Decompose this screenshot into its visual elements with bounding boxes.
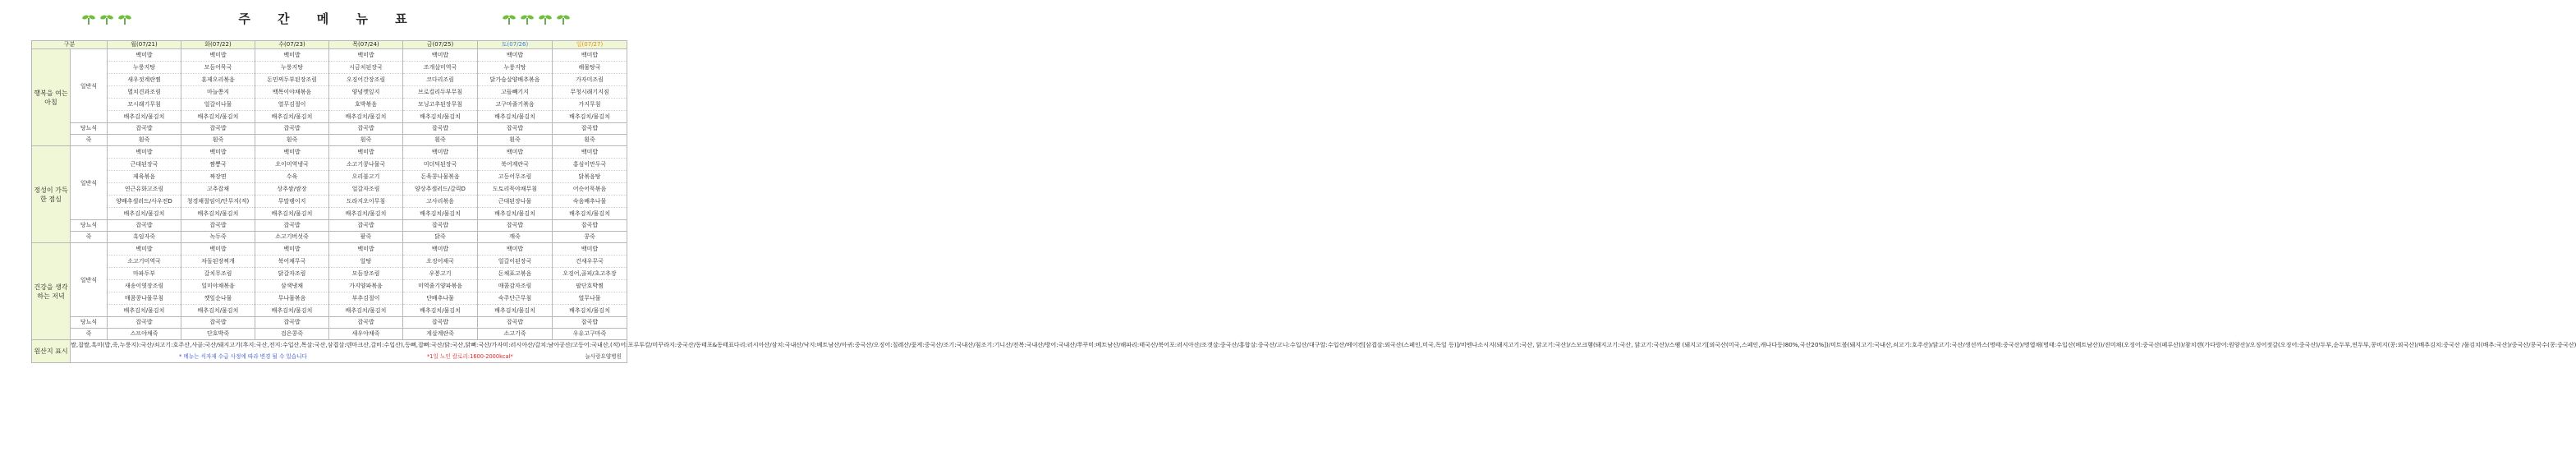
menu-cell: 흰죽 xyxy=(108,135,181,146)
header-day-thu: 목(07/24) xyxy=(329,41,403,49)
sprout-icon xyxy=(539,13,552,25)
menu-cell: 백미밥 미더덕된장국 돈육콩나물볶음 양상추샐러드/갈릭D 고사리볶음 배추김치/물김치 xyxy=(403,146,478,220)
menu-cell: 잡곡밥 xyxy=(108,317,181,329)
menu-cell: 백미밥 북어채무국 닭갈자조림 삼색냉채 무나물볶음 배추김치/물김치 xyxy=(255,243,329,317)
menu-cell: 깨죽 xyxy=(478,232,553,243)
menu-cell: 잡곡밥 xyxy=(181,220,255,232)
breakfast-general-row xyxy=(32,49,627,123)
menu-cell: 백미밥 누룽지탕 새우젓계란찜 멸치견과조림 꼬시래기무침 배추김치/물김치 xyxy=(108,49,181,123)
row-label-diabetic: 당뇨식 xyxy=(71,220,108,232)
dinner-general-row xyxy=(32,243,627,317)
menu-cell: 백미밥 조개살미역국 코다리조림 브로컬리두부무침 모닝고추된장무침 배추김치/물김치 xyxy=(403,49,478,123)
menu-cell: 잡곡밥 xyxy=(478,123,553,135)
dinner-diabetic-row xyxy=(32,317,627,329)
menu-cell: 잡곡밥 xyxy=(255,317,329,329)
menu-cell: 잡곡밥 xyxy=(255,123,329,135)
sprout-icon xyxy=(557,13,570,25)
origin-text: 쌀,찹쌀,흑미(밥,죽,누룽지):국산/쇠고기:호주산,사골:국산/돼지고기(후지:국산,전지:수입산,목살:국산,삼겹살:덴마크산,갈비:수입산),등뼈,잡뼈:국산/닭:국산,닭뼈:국산/가자미:러시아산/갈치:남아공산/고등어:국내산,(적)어:포루투칼/미꾸라지:중국산/동태포&동태표다리:러시아산/삼치:국내산/낙지:베트남산/아귀:중국산/오징어:칠레산/꽃게:중국산/조기:국내산/침조기:기니산/전복:국내산/방어:국내산/쭈꾸미:베트남산/해파리:태국산/북어포:러시아산/조갯살:중국산/홍합살:중국산/고니:수입산/대구알:수입산/베이컨[삼겹살:외국산(스페인,미국,독일 등)]/비엔나소시지(돼지고기:국산, 닭고기:국산)/스모크햄(돼지고기:국산, 닭고기:국산)/스팸 (돼지고기[외국산(미국,스페인,캐나다등)80%,국산20%])/미트볼(돼지고기:국내산,쇠고기:호주산)/닭고기:국산/생선까스(명태:중국산)/명엽채(명태:수입산(베트남산))/진미채(오징어:중국산(페루산))/참치캔(가다랑어:원양산)/오징어젓갈(오징어:중국산)/두부,순두부,연두부,콩비지(콩:외국산)/배추김치:중국산 /물김치(배추:국산)/중국산/콩국수(콩:중국산) xyxy=(71,341,2576,348)
breakfast-porridge-row xyxy=(32,135,627,146)
sprout-icon xyxy=(521,13,534,25)
menu-cell: 백미밥 얼갈이된장국 돈채표고볶음 매콤감자조림 숙주단근무침 배추김치/물김치 xyxy=(478,243,553,317)
header-day-fri: 금(07/25) xyxy=(403,41,478,49)
menu-cell: 흑임자죽 xyxy=(108,232,181,243)
origin-row xyxy=(32,340,627,363)
origin-label: 원산지 표시 xyxy=(32,340,71,363)
period-label-lunch: 정성이 가득한 점심 xyxy=(32,146,71,243)
title-bar xyxy=(0,0,657,33)
menu-cell: 소고기버섯죽 xyxy=(255,232,329,243)
menu-cell: 백미밥 누룽지탕 돈민찌두부된장조림 백목이야채볶음 열무김절이 배추김치/물김치 xyxy=(255,49,329,123)
row-label-diabetic: 당뇨식 xyxy=(71,317,108,329)
row-label-general: 일반식 xyxy=(71,49,108,123)
lunch-diabetic-row xyxy=(32,220,627,232)
menu-cell: 잡곡밥 xyxy=(553,317,627,329)
sprout-icon xyxy=(503,13,516,25)
row-label-diabetic: 당뇨식 xyxy=(71,123,108,135)
row-label-general: 일반식 xyxy=(71,146,108,220)
menu-cell: 우유고구마죽 xyxy=(553,329,627,340)
menu-cell: 게살계란죽 xyxy=(403,329,478,340)
menu-cell: 검은콩죽 xyxy=(255,329,329,340)
menu-cell: 잡곡밥 xyxy=(478,220,553,232)
menu-cell: 백미밥 근대된장국 제육볶음 연근유화고조림 양배추샐러드/사우전D 배추김치/물김치 xyxy=(108,146,181,220)
menu-cell: 흰죽 xyxy=(181,135,255,146)
header-day-tue: 화(07/22) xyxy=(181,41,255,49)
menu-cell: 흰죽 xyxy=(478,135,553,146)
menu-cell: 잡곡밥 xyxy=(403,123,478,135)
menu-cell: 잡곡밥 xyxy=(108,220,181,232)
footer-notes xyxy=(71,351,627,362)
calorie-note: *1일 노인 칼로리:1600-2000kcal* xyxy=(427,352,513,360)
menu-cell: 백미밥 오징어채국 우봉고기 미역줄기양파볶음 단배추나물 배추김치/물김치 xyxy=(403,243,478,317)
header-row xyxy=(32,41,627,49)
row-label-porridge: 죽 xyxy=(71,135,108,146)
menu-table xyxy=(31,40,2576,363)
menu-cell: 새우야채죽 xyxy=(329,329,403,340)
menu-cell: 백미밥 누룽지탕 닭가슴살양배추볶음 고들빼기지 고구마줄기볶음 배추김치/물김치 xyxy=(478,49,553,123)
header-day-sat: 토(07/26) xyxy=(478,41,553,49)
menu-cell: 잡곡밥 xyxy=(403,220,478,232)
menu-cell: 녹두죽 xyxy=(181,232,255,243)
period-label-breakfast: 행복을 여는 아침 xyxy=(32,49,71,146)
menu-cell: 닭죽 xyxy=(403,232,478,243)
row-label-porridge: 죽 xyxy=(71,232,108,243)
lunch-porridge-row xyxy=(32,232,627,243)
page-title: 주 간 메 뉴 표 xyxy=(238,12,419,26)
menu-cell: 잡곡밥 xyxy=(181,123,255,135)
menu-cell: 잡곡밥 xyxy=(329,123,403,135)
menu-cell: 팥죽 xyxy=(329,232,403,243)
header-day-mon: 월(07/21) xyxy=(108,41,181,49)
origin-cell xyxy=(71,340,2576,363)
menu-cell: 잡곡밥 xyxy=(108,123,181,135)
menu-cell: 백미밥 홍심이만두국 닭볶음탕 어슷어묵볶음 숙음배추나물 배추김치/물김치 xyxy=(553,146,627,220)
menu-cell: 백미밥 오이미역냉국 수육 상추쌈/쌈장 무말랭이지 배추김치/물김치 xyxy=(255,146,329,220)
menu-cell: 백미밥 시금치된장국 오징어간장조림 양념깻잎지 호박볶음 배추김치/물김치 xyxy=(329,49,403,123)
header-gubun: 구분 xyxy=(32,41,108,49)
menu-cell: 흰죽 xyxy=(255,135,329,146)
dinner-porridge-row xyxy=(32,329,627,340)
breakfast-diabetic-row xyxy=(32,123,627,135)
period-label-dinner: 건강을 생각하는 저녁 xyxy=(32,243,71,340)
menu-cell: 잡곡밥 xyxy=(329,220,403,232)
menu-cell: 소고기죽 xyxy=(478,329,553,340)
row-label-porridge: 죽 xyxy=(71,329,108,340)
menu-cell: 단호박죽 xyxy=(181,329,255,340)
menu-cell: 스프야채죽 xyxy=(108,329,181,340)
header-day-sun: 일(07/27) xyxy=(553,41,627,49)
menu-cell: 백미밥 알탕 모듬장조림 가지양파볶음 부추김절이 배추김치/물김치 xyxy=(329,243,403,317)
menu-cell: 흰죽 xyxy=(553,135,627,146)
menu-cell: 잡곡밥 xyxy=(181,317,255,329)
header-day-wed: 수(07/23) xyxy=(255,41,329,49)
menu-change-note: * 메뉴는 식자재 수급 사정에 따라 변경 될 수 있습니다 xyxy=(179,352,307,360)
menu-cell: 잡곡밥 xyxy=(553,123,627,135)
menu-cell: 잡곡밥 xyxy=(255,220,329,232)
menu-cell: 백미밥 소고기미역국 마파두부 새송이엿장조림 매콤콩나물무침 배추김치/물김치 xyxy=(108,243,181,317)
facility-name: 늘사랑요양병원 xyxy=(585,352,622,360)
lunch-general-row xyxy=(32,146,627,220)
menu-cell: 백미밥 건새우무국 오징어,골피/초고추장 팔단호박찜 열무나물 배추김치/물김치 xyxy=(553,243,627,317)
menu-cell: 백미밥 짬뽕국 짜장면 고추잡채 청경채절임이/단무지(적) 배추김치/물김치 xyxy=(181,146,255,220)
menu-cell: 백미밥 해물탕국 가자미조림 무청시래기지짐 가지무침 배추김치/물김치 xyxy=(553,49,627,123)
menu-cell: 콩죽 xyxy=(553,232,627,243)
menu-cell: 흰죽 xyxy=(329,135,403,146)
menu-cell: 잡곡밥 xyxy=(553,220,627,232)
menu-cell: 잡곡밥 xyxy=(329,317,403,329)
menu-cell: 백미밥 북어계란국 고등어무조림 도토리묵야채무침 근대된장나물 배추김치/물김치 xyxy=(478,146,553,220)
menu-cell: 백미밥 모듬어묵국 훈제오리볶음 마늘쫑지 얼갈이나물 배추김치/물김치 xyxy=(181,49,255,123)
menu-cell: 흰죽 xyxy=(403,135,478,146)
menu-cell: 잡곡밥 xyxy=(478,317,553,329)
menu-cell: 백미밥 차돌된장찌개 갈치무조림 일미야채볶음 깻잎순나물 배추김치/물김치 xyxy=(181,243,255,317)
row-label-general: 일반식 xyxy=(71,243,108,317)
menu-cell: 백미밥 소고기콩나물국 오리불고기 얼갈자조림 도라지오이무침 배추김치/물김치 xyxy=(329,146,403,220)
menu-cell: 잡곡밥 xyxy=(403,317,478,329)
